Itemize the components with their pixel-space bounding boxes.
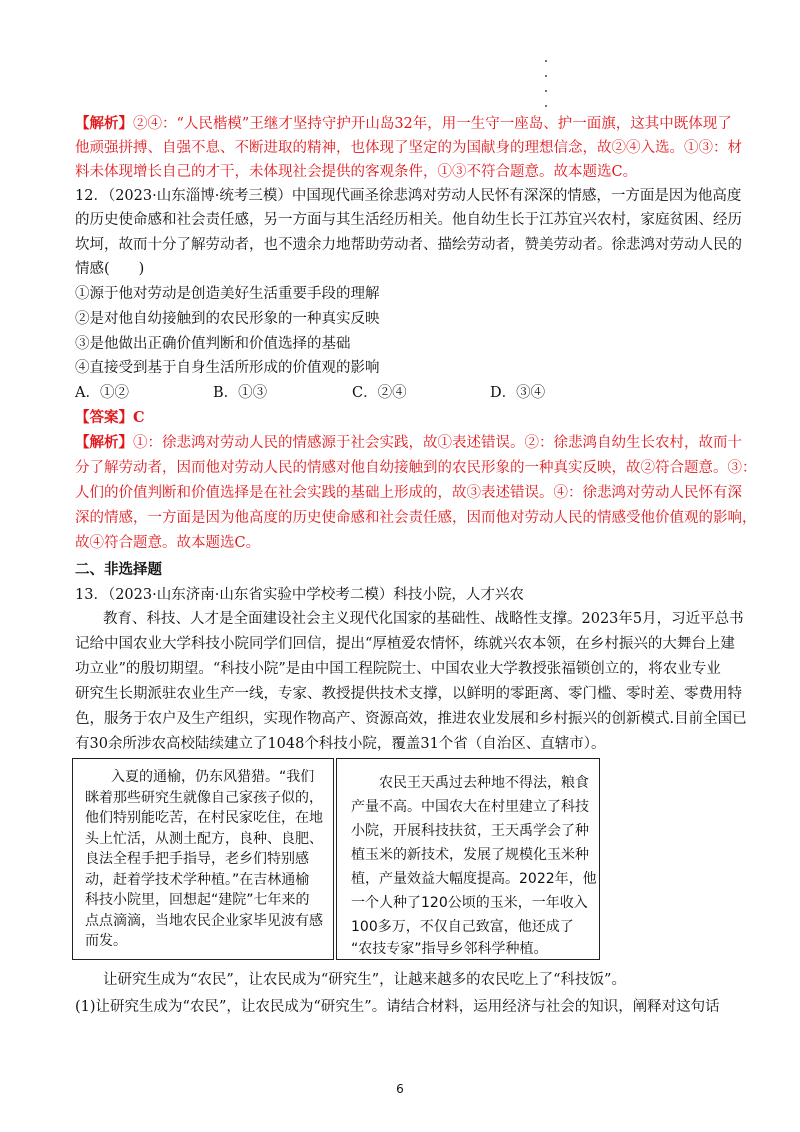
option-b: B．①③	[213, 385, 268, 401]
analysis-line: 人们的价值判断和价值选择是在社会实践的基础上形成的，故③表述错误。④：徐悲鸿对劳动人民怀有深	[75, 485, 742, 501]
analysis-line: 分了解劳动者，因而他对劳动人民的情感对他自幼接触到的农民形象的一种真实反映，故②符合题意。③：	[75, 460, 757, 476]
analysis-line: 料未体现增长自己的才干，未体现社会提供的客观条件，①③不符合题意。故本题选C。	[75, 164, 638, 180]
statement-3: ③是他做出正确价值判断和价值选择的基础	[75, 336, 351, 352]
sub-question-1: (1)让研究生成为“农民”，让农民成为“研究生”。请结合材料，运用经济与社会的知识，阐释对这句话	[75, 999, 720, 1015]
question-12-stem: 12．（2023·山东淄博·统考三模）中国现代画圣徐悲鸿对劳动人民怀有深深的情感，一方面是因为他高度	[75, 188, 742, 204]
statement-2: ②是对他自幼接触到的农民形象的一种真实反映	[75, 311, 380, 327]
story-line: “农技专家”指导乡邻科学种植。	[351, 941, 548, 957]
decorative-dots	[543, 60, 549, 120]
analysis-line: 【解析】②④：“人民楷模”王继才坚持守护开山岛32年，用一生守一座岛、护一面旗，这其中既体现了	[75, 115, 732, 132]
material-paragraph: 有30余所涉农高校陆续建立了1048个科技小院，覆盖31个省（自治区、直辖市）。	[75, 736, 606, 752]
question-12-stem: 情感( )	[75, 261, 145, 277]
analysis-line: 他顽强拼搏、自强不息、不断进取的精神，也体现了坚定的为国献身的理想信念，故②④入选。①③：材	[75, 140, 742, 156]
question-12-stem: 的历史使命感和社会责任感，另一方面与其生活经历相关。他自幼生长于江苏宜兴农村，家庭贫困、经历	[75, 212, 742, 228]
story-line: 小院，开展科技扶贫，王天禹学会了种	[351, 823, 589, 839]
material-paragraph: 研究生长期派驻农业生产一线，专家、教授提供技术支撑，以鲜明的零距离、零门槛、零时差、零费用特	[75, 686, 742, 702]
question-13-title: 13．（2023·山东济南·山东省实验中学校考二模）科技小院，人才兴农	[75, 587, 524, 603]
answer-label: 【答案】C	[75, 409, 145, 426]
story-line: 一个人种了120公顷的玉米，一年收入	[351, 895, 588, 911]
story-line: 农民王天禹过去种地不得法，粮食	[379, 775, 589, 791]
section-title: 二、非选择题	[75, 561, 162, 578]
material-paragraph: 教育、科技、人才是全面建设社会主义现代化国家的基础性、战略性支撑。2023年5月，习近平总书	[103, 611, 744, 627]
material-paragraph: 记给中国农业大学科技小院同学们回信，提出“厚植爱农情怀，练就兴农本领，在乡村振兴的大舞台上建	[75, 636, 735, 652]
story-line: 眯着那些研究生就像自己家孩子似的，	[85, 789, 323, 806]
question-12-stem: 坎坷，故而十分了解劳动者，也不遗余力地帮助劳动者、描绘劳动者，赞美劳动者。徐悲鸿对劳动人民的	[75, 237, 742, 253]
story-line: 良法全程手把手指导，老乡们特别感	[85, 851, 309, 867]
story-line: 点点滴滴，当地农民企业家毕见波有感	[85, 912, 323, 929]
story-line: 而发。	[85, 933, 127, 949]
story-line: 头上忙活，从测土配方，良种、良肥、	[85, 830, 323, 847]
analysis-line: 深的情感，一方面是因为他高度的历史使命感和社会责任感，因而他对劳动人民的情感受他价值观的影响，	[75, 510, 757, 526]
statement-1: ①源于他对劳动是创造美好生活重要手段的理解	[75, 286, 380, 302]
material-conclusion: 让研究生成为“农民”，让农民成为“研究生”，让越来越多的农民吃上了“科技饭”。	[103, 972, 626, 988]
statement-4: ④直接受到基于自身生活所形成的价值观的影响	[75, 360, 380, 376]
option-d: D．③④	[490, 385, 546, 401]
story-box-right	[336, 758, 600, 960]
story-line: 植，产量效益大幅度提高。2022年，他	[351, 871, 597, 887]
analysis-line: 故④符合题意。故本题选C。	[75, 535, 261, 551]
story-line: 科技小院里，回想起“建院”七年来的	[85, 892, 310, 908]
story-box-left	[72, 758, 334, 960]
page-number: 6	[396, 1082, 404, 1096]
material-paragraph: 色，服务于农户及生产组织，实现作物高产、资源高效，推进农业发展和乡村振兴的创新模式.目前全国已	[75, 711, 747, 727]
story-line: 他们特别能吃苦，在村民家吃住，在地	[85, 810, 323, 826]
story-line: 入夏的通榆，仍东风猎猎。“我们	[111, 769, 315, 785]
story-line: 植玉米的新技术，发展了规模化玉米种	[351, 847, 589, 863]
option-a: A．①②	[75, 385, 129, 401]
story-line: 动，赶着学技术学种植。”在吉林通榆	[85, 871, 310, 888]
analysis-line: 【解析】①：徐悲鸿对劳动人民的情感源于社会实践，故①表述错误。②：徐悲鸿自幼生长农村，故而十	[75, 434, 742, 451]
story-line: 产量不高。中国农大在村里建立了科技	[351, 799, 589, 815]
material-paragraph: 功立业”的殷切期望。“科技小院”是由中国工程院院士、中国农业大学教授张福锁创立的，将农业专业	[75, 661, 721, 677]
story-line: 100多万，不仅自己致富，他还成了	[351, 919, 574, 935]
option-c: C．②④	[352, 385, 407, 401]
